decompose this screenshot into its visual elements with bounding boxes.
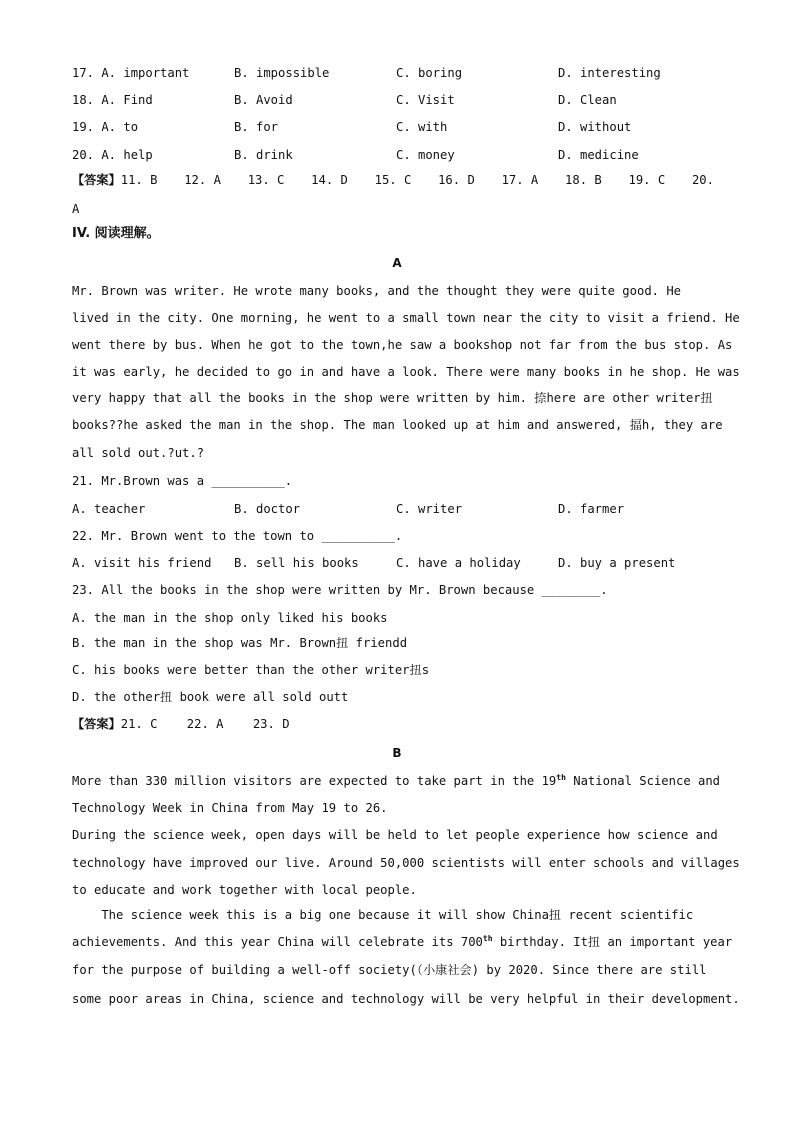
q23-option-c: C. his books were better than the other writer扭s: [72, 663, 430, 677]
answer-key-1-wrap: A: [72, 202, 80, 216]
passage-line: to educate and work together with local people.: [72, 883, 417, 897]
q19-option-d: D. without: [558, 120, 632, 134]
q22-option-a: A. visit his friend: [72, 556, 212, 570]
q23-stem: 23. All the books in the shop were written by Mr. Brown because ________.: [72, 583, 608, 597]
q18-option-c: C. Visit: [396, 93, 455, 107]
answer-item: 14. D: [311, 173, 348, 187]
answer-item: 11. B: [120, 173, 158, 187]
passage-line: technology have improved our live. Around 50,000 scientists will enter schools and villages: [72, 856, 740, 870]
q22-option-b: B. sell his books: [234, 556, 359, 570]
q17-option-b: B. impossible: [234, 66, 330, 80]
q18-option-a: 18. A. Find: [72, 93, 153, 107]
answer-label: 【答案】: [72, 717, 121, 731]
passage-line: The science week this is a big one because it will show China扭 recent scientific: [72, 908, 694, 922]
answer-item: 22. A: [186, 717, 224, 731]
q22-option-d: D. buy a present: [558, 556, 676, 570]
passage-line: Mr. Brown was writer. He wrote many books, and the thought they were quite good. He: [72, 284, 682, 298]
q19-option-b: B. for: [234, 120, 279, 134]
passage-line: achievements. And this year China will celebrate its 700th birthday. It扭 an important year: [72, 933, 733, 949]
q17-option-d: D. interesting: [558, 66, 661, 80]
passage-line: During the science week, open days will be held to let people experience how science and: [72, 828, 718, 842]
answer-item: 15. C: [374, 173, 412, 187]
answer-item: 12. A: [184, 173, 221, 187]
answer-item: 13. C: [247, 173, 285, 187]
answer-key-2: [72, 716, 290, 732]
answer-item: 21. C: [120, 717, 158, 731]
answer-item: 16. D: [438, 173, 475, 187]
passage-line: for the purpose of building a well-off society(（小康社会) by 2020. Since there are still: [72, 963, 707, 977]
q20-option-c: C. money: [396, 148, 455, 162]
passage-a-heading: A: [392, 256, 402, 270]
q17-option-c: C. boring: [396, 66, 463, 80]
q18-option-d: D. Clean: [558, 93, 617, 107]
passage-line: went there by bus. When he got to the town,he saw a bookshop not far from the bus stop. As: [72, 338, 733, 352]
q19-option-c: C. with: [396, 120, 448, 134]
q21-option-c: C. writer: [396, 502, 463, 516]
q17-option-a: 17. A. important: [72, 66, 190, 80]
q20-option-b: B. drink: [234, 148, 293, 162]
answer-item: 19. C: [628, 173, 666, 187]
passage-line: some poor areas in China, science and technology will be very helpful in their development.: [72, 992, 740, 1006]
passage-line: it was early, he decided to go in and have a look. There were many books in he shop. He was: [72, 365, 740, 379]
answer-item: 18. B: [565, 173, 602, 187]
passage-line: very happy that all the books in the shop were written by him. 捺here are other writer扭: [72, 391, 713, 405]
passage-b-heading: B: [392, 746, 402, 760]
q21-option-a: A. teacher: [72, 502, 146, 516]
answer-key-1: [72, 172, 714, 188]
passage-line: all sold out.?ut.?: [72, 446, 205, 460]
q23-option-b: B. the man in the shop was Mr. Brown扭 friendd: [72, 636, 408, 650]
q22-stem: 22. Mr. Brown went to the town to __________.: [72, 529, 403, 543]
q21-stem: 21. Mr.Brown was a __________.: [72, 474, 293, 488]
passage-line: lived in the city. One morning, he went to a small town near the city to visit a friend. He: [72, 311, 740, 325]
passage-line: books??he asked the man in the shop. The man looked up at him and answered, 揊h, they are: [72, 418, 723, 432]
q20-option-d: D. medicine: [558, 148, 639, 162]
q20-option-a: 20. A. help: [72, 148, 153, 162]
q21-option-d: D. farmer: [558, 502, 625, 516]
answer-label: 【答案】: [72, 173, 121, 187]
q18-option-b: B. Avoid: [234, 93, 293, 107]
q23-option-a: A. the man in the shop only liked his books: [72, 611, 388, 625]
answer-item: 23. D: [252, 717, 290, 731]
answer-item: 17. A: [501, 173, 539, 187]
q19-option-a: 19. A. to: [72, 120, 139, 134]
q23-option-d: D. the other扭 book were all sold outt: [72, 690, 349, 704]
passage-line: More than 330 million visitors are expected to take part in the 19th National Science and: [72, 772, 721, 788]
section-title: IV. 阅读理解。: [72, 226, 160, 241]
q21-option-b: B. doctor: [234, 502, 301, 516]
answer-item: 20.: [691, 173, 714, 187]
passage-line: Technology Week in China from May 19 to 26.: [72, 801, 388, 815]
q22-option-c: C. have a holiday: [396, 556, 521, 570]
